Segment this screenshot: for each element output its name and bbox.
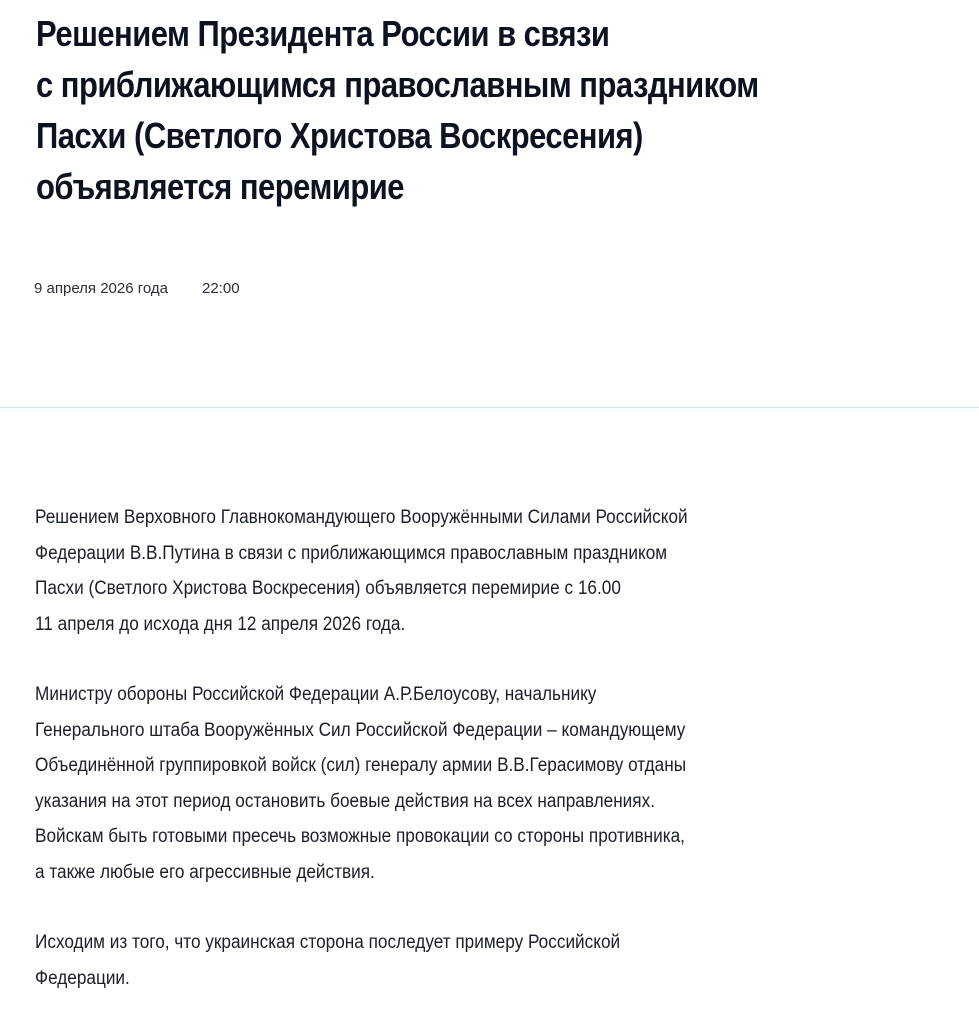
text-line: Генерального штаба Вооружённых Сил Российской Федерации – командующему [35, 719, 686, 741]
paragraph-ceasefire-announcement [35, 500, 850, 642]
paragraph-orders [35, 677, 850, 890]
section-divider [0, 407, 979, 408]
text-line: Решением Верховного Главнокомандующего Вооружёнными Силами Российской [35, 507, 688, 528]
publication-date: 9 апреля 2026 года [34, 280, 168, 297]
text-line: 11 апреля до исхода дня 12 апреля 2026 года. [35, 613, 406, 635]
text-line: Пасхи (Светлого Христова Воскресения) объявляется перемирие с 16.00 [35, 578, 621, 599]
headline-line: Пасхи (Светлого Христова Воскресения) [36, 115, 643, 156]
text-line: Министру обороны Российской Федерации А.Р.Белоусову, начальнику [35, 684, 597, 705]
text-line: а также любые его агрессивные действия. [35, 861, 375, 883]
article-body [35, 500, 850, 1031]
headline-line: объявляется перемирие [36, 166, 404, 207]
text-line: указания на этот период остановить боевые действия на всех направлениях. [35, 790, 655, 812]
text-line: Объединённой группировкой войск (сил) генералу армии В.В.Герасимову отданы [35, 755, 687, 776]
paragraph-expectation [35, 925, 850, 996]
text-line: Войскам быть готовыми пресечь возможные провокации со стороны противника, [35, 826, 685, 847]
publication-time: 22:00 [202, 280, 240, 297]
headline-line: Решением Президента России в связи [36, 13, 610, 54]
text-line: Исходим из того, что украинская сторона последует примеру Российской [35, 932, 621, 953]
article-headline [36, 8, 759, 212]
text-line: Федерации В.В.Путина в связи с приближающимся православным праздником [35, 542, 668, 564]
headline-line: с приближающимся православным праздником [36, 64, 759, 105]
text-line: Федерации. [35, 967, 130, 989]
article-meta [34, 280, 240, 297]
